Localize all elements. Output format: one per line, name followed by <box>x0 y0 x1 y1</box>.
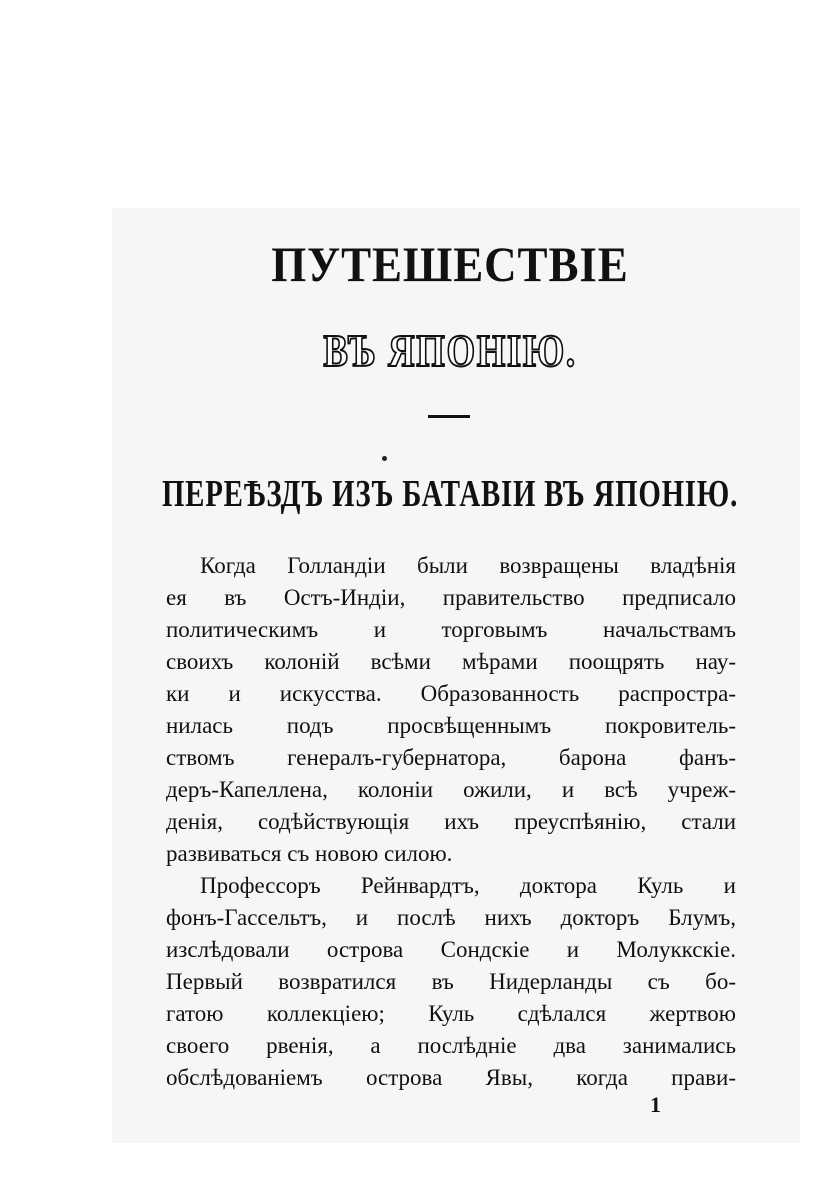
text-line: изслѣдовали острова Сондскіе и Молуккскіе. <box>166 937 736 962</box>
text-line: своихъ колоній всѣми мѣрами поощрять нау- <box>166 649 736 674</box>
book-title: ПУТЕШЕСТВІЕ <box>271 236 629 292</box>
body-text <box>166 550 736 1094</box>
text-line: гатою коллекціею; Куль сдѣлался жертвою <box>166 1001 736 1026</box>
book-subtitle: ВЪ ЯПОНІЮ. <box>323 325 577 376</box>
text-line: развиваться съ новою силою. <box>166 841 453 866</box>
text-line: деръ-Капеллена, колоніи ожили, и всѣ учреж- <box>166 777 736 802</box>
text-line: политическимъ и торговымъ начальствамъ <box>166 617 736 642</box>
text-line: Первый возвратился въ Нидерланды съ бо- <box>166 969 736 994</box>
text-line: своего рвенія, а послѣдніе два занимались <box>166 1033 736 1058</box>
text-line: ея въ Остъ-Индіи, правительство предписало <box>166 585 736 610</box>
text-line: Когда Голландіи были возвращены владѣнія <box>200 553 736 578</box>
ink-dot <box>382 456 387 461</box>
text-line: нилась подъ просвѣщеннымъ покровитель- <box>166 713 736 738</box>
text-line: фонъ-Гассельтъ, и послѣ нихъ докторъ Блумъ, <box>166 905 736 930</box>
title-divider <box>428 415 470 418</box>
text-line: Профессоръ Рейнвардтъ, доктора Куль и <box>200 873 736 898</box>
text-line: обслѣдованіемъ острова Явы, когда прави- <box>166 1065 736 1090</box>
text-line: ствомъ генералъ-губернатора, барона фанъ- <box>166 745 736 770</box>
chapter-title: ПЕРЕѢЗДЪ ИЗЪ БАТАВІИ ВЪ ЯПОНІЮ. <box>161 473 739 515</box>
text-line: ки и искусства. Образованность распростра- <box>166 681 736 706</box>
page-number: 1 <box>650 1092 661 1117</box>
text-line: денія, содѣйствующія ихъ преуспѣянію, стали <box>166 809 736 834</box>
